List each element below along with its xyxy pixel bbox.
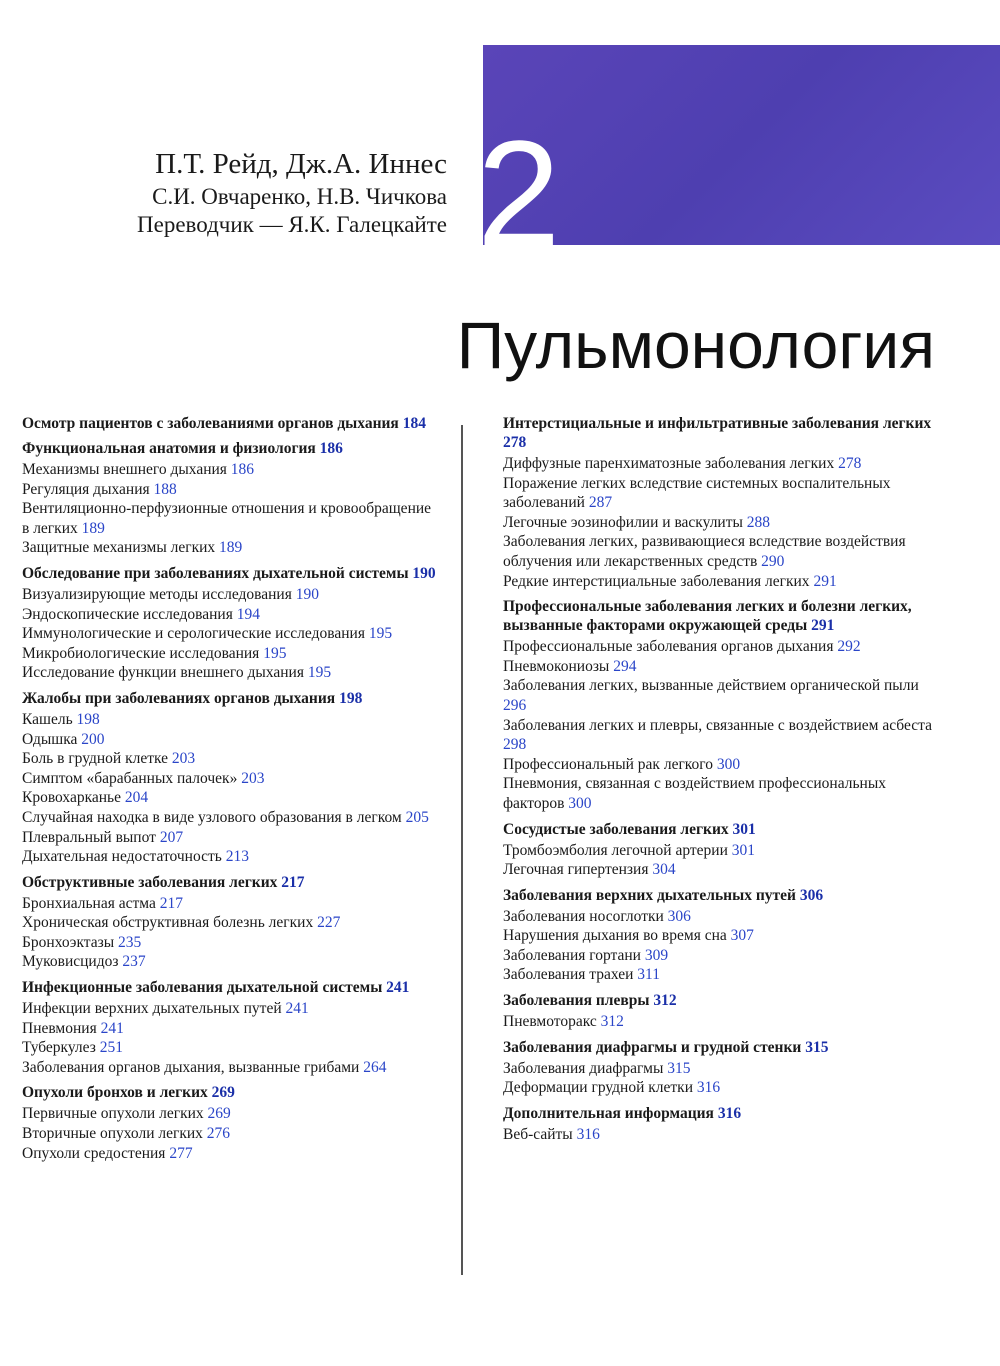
toc-item-page: 292 xyxy=(837,638,861,656)
toc-item[interactable] xyxy=(22,538,442,558)
toc-item[interactable] xyxy=(503,907,933,927)
toc-item[interactable] xyxy=(22,499,442,538)
toc-section xyxy=(22,873,442,972)
toc-item-page: 291 xyxy=(813,572,837,590)
toc-section-page: 315 xyxy=(805,1038,829,1056)
toc-section-title-text: Осмотр пациентов с заболеваниями органов дыхания xyxy=(22,415,399,432)
toc-item-text: Исследование функции внешнего дыхания xyxy=(22,664,304,682)
chapter-color-block xyxy=(483,45,1000,245)
toc-section xyxy=(503,597,933,813)
toc-item[interactable] xyxy=(22,1058,442,1078)
toc-item-page: 189 xyxy=(81,519,105,537)
toc-section xyxy=(22,564,442,683)
toc-item[interactable] xyxy=(503,755,933,775)
toc-item[interactable] xyxy=(22,480,442,500)
toc-item-text: Бронхоэктазы xyxy=(22,933,115,951)
toc-item-text: Заболевания гортани xyxy=(503,946,641,964)
translator: Переводчик — Я.К. Галецкайте xyxy=(137,212,447,237)
toc-item-text: Одышка xyxy=(22,730,78,748)
toc-section xyxy=(22,439,442,558)
toc-section-title[interactable] xyxy=(503,1038,933,1057)
toc-section-title-text: Заболевания диафрагмы и грудной стенки xyxy=(503,1038,802,1056)
toc-item[interactable] xyxy=(503,926,933,946)
toc-section-title[interactable] xyxy=(22,564,442,583)
toc-item-text: Механизмы внешнего дыхания xyxy=(22,461,227,478)
toc-item-text: Пневмоторакс xyxy=(503,1013,597,1031)
chapter-number: 2 xyxy=(477,109,561,277)
toc-item[interactable] xyxy=(22,1019,442,1039)
toc-item-page: 241 xyxy=(100,1019,124,1037)
toc-item-text: Профессиональный рак легкого xyxy=(503,755,714,773)
toc-item[interactable] xyxy=(22,913,442,933)
toc-item[interactable] xyxy=(22,730,442,750)
toc-section-title-text: Заболевания верхних дыхательных путей xyxy=(503,886,796,904)
toc-item[interactable] xyxy=(22,749,442,769)
toc-item-text: Бронхиальная астма xyxy=(22,894,156,912)
toc-item-text: Дыхательная недостаточность xyxy=(22,848,222,866)
toc-item-text: Плевральный выпот xyxy=(22,828,156,846)
toc-item-text: Защитные механизмы легких xyxy=(22,539,216,557)
toc-item-page: 277 xyxy=(169,1144,193,1162)
toc-item[interactable] xyxy=(503,454,933,474)
toc-item-text: Случайная находка в виде узлового образования в легком xyxy=(22,808,402,826)
toc-section xyxy=(22,414,442,433)
toc-item-page: 311 xyxy=(637,966,660,984)
toc-item-page: 300 xyxy=(568,794,592,812)
toc-item[interactable] xyxy=(22,999,442,1019)
toc-section-page: 301 xyxy=(732,820,756,838)
toc-section-title[interactable] xyxy=(503,1104,933,1123)
toc-item[interactable] xyxy=(503,513,933,533)
authors-block xyxy=(137,145,447,239)
toc-section xyxy=(22,689,442,867)
toc-item[interactable] xyxy=(22,605,442,625)
toc-item-text: Заболевания носоглотки xyxy=(503,907,664,925)
toc-item-page: 316 xyxy=(576,1125,600,1143)
toc-item[interactable] xyxy=(22,585,442,605)
toc-item[interactable] xyxy=(503,716,933,755)
toc-item-page: 264 xyxy=(363,1058,387,1076)
authors-main: П.Т. Рейд, Дж.А. Иннес xyxy=(155,148,447,180)
toc-item[interactable] xyxy=(22,663,442,683)
toc-item-text: Первичные опухоли легких xyxy=(22,1105,204,1123)
toc-item-page: 316 xyxy=(696,1079,721,1097)
toc-section-title[interactable] xyxy=(22,439,442,458)
toc-item[interactable] xyxy=(22,1104,442,1124)
toc-section-title-text: Обструктивные заболевания легких xyxy=(22,873,278,891)
toc-item-text: Хроническая обструктивная болезнь легких xyxy=(22,914,314,932)
toc-item-page: 188 xyxy=(153,480,177,498)
toc-section xyxy=(503,820,933,880)
toc-section-page: 306 xyxy=(799,886,824,904)
toc-item-page: 207 xyxy=(159,828,184,846)
toc-item[interactable] xyxy=(22,952,442,972)
toc-item-text: Деформации грудной клетки xyxy=(503,1079,694,1097)
toc-item-text: Редкие интерстициальные заболевания легких xyxy=(503,572,810,590)
toc-item[interactable] xyxy=(503,676,933,715)
toc-item-page: 195 xyxy=(263,644,287,662)
toc-item-text: Пневмокониозы xyxy=(503,657,610,675)
toc-item[interactable] xyxy=(503,1012,933,1032)
toc-item-text: Кашель xyxy=(22,710,73,728)
toc-item[interactable] xyxy=(22,788,442,808)
toc-item-page: 227 xyxy=(317,914,341,932)
toc-item-page: 301 xyxy=(731,841,755,859)
authors-russian-edition: С.И. Овчаренко, Н.В. Чичкова xyxy=(152,184,447,209)
toc-item-page: 315 xyxy=(667,1059,691,1077)
toc-item-page: 307 xyxy=(730,927,754,945)
toc-item[interactable] xyxy=(503,1078,933,1098)
toc-item-page: 287 xyxy=(588,494,613,512)
toc-section-title[interactable] xyxy=(503,991,933,1010)
toc-section xyxy=(22,978,442,1077)
toc-section-title-text: Сосудистые заболевания легких xyxy=(503,820,729,838)
toc-item-text: Заболевания легких и плевры, связанные с воздействием асбеста xyxy=(503,716,932,734)
toc-item-page: 237 xyxy=(122,953,146,971)
toc-item-page: 213 xyxy=(225,848,249,866)
toc-item[interactable] xyxy=(22,894,442,914)
toc-item[interactable] xyxy=(503,774,933,813)
toc-section-title[interactable] xyxy=(22,1083,442,1102)
toc-item-text: Заболевания легких, вызванные действием органической пыли xyxy=(503,677,919,695)
toc-item-text: Вторичные опухоли легких xyxy=(22,1125,203,1143)
toc-item[interactable] xyxy=(503,860,933,880)
toc-item-page: 205 xyxy=(405,808,429,826)
toc-item-text: Легочные эозинофилии и васкулиты xyxy=(503,513,743,531)
toc-section-title[interactable] xyxy=(22,978,442,997)
toc-item-page: 276 xyxy=(206,1125,231,1143)
toc-item-page: 186 xyxy=(230,461,255,478)
toc-item-text: Вентиляционно-перфузионные отношения и кровообращение в легких xyxy=(22,500,432,537)
toc-section-page: 278 xyxy=(503,434,527,451)
toc-section-page: 241 xyxy=(386,979,410,997)
toc-section-page: 316 xyxy=(717,1104,742,1122)
toc-item-text: Кровохарканье xyxy=(22,789,122,807)
toc-item-page: 235 xyxy=(118,933,142,951)
toc-item[interactable] xyxy=(503,637,933,657)
toc-section-title[interactable] xyxy=(503,414,933,452)
toc-section xyxy=(503,414,933,591)
toc-item-page: 241 xyxy=(285,1000,309,1018)
toc-item-page: 296 xyxy=(503,696,527,714)
toc-item-page: 294 xyxy=(613,657,637,675)
toc-item-page: 203 xyxy=(241,769,265,787)
toc-item-page: 306 xyxy=(667,907,691,925)
toc-item[interactable] xyxy=(503,1059,933,1079)
toc-item[interactable] xyxy=(22,624,442,644)
toc-section xyxy=(22,1083,442,1163)
toc-section xyxy=(503,1038,933,1098)
toc-left-column xyxy=(22,414,442,1169)
toc-item-text: Нарушения дыхания во время сна xyxy=(503,927,727,945)
toc-item[interactable] xyxy=(22,1124,442,1144)
toc-item-page: 312 xyxy=(600,1013,624,1031)
toc-right-column xyxy=(503,414,933,1150)
toc-item-text: Профессиональные заболевания органов дыхания xyxy=(503,638,834,656)
toc-item-text: Регуляция дыхания xyxy=(22,480,150,498)
toc-section-title[interactable] xyxy=(22,873,442,892)
toc-item-page: 304 xyxy=(652,861,676,879)
toc-item-page: 217 xyxy=(159,894,183,912)
toc-item-text: Легочная гипертензия xyxy=(503,861,649,879)
toc-item[interactable] xyxy=(503,532,933,571)
toc-item-page: 278 xyxy=(838,455,862,472)
toc-item-page: 298 xyxy=(503,736,527,754)
toc-item-text: Веб-сайты xyxy=(503,1125,573,1143)
toc-item-text: Симптом «барабанных палочек» xyxy=(22,769,238,787)
toc-item-page: 300 xyxy=(716,755,741,773)
toc-item[interactable] xyxy=(22,828,442,848)
toc-item[interactable] xyxy=(22,933,442,953)
toc-section-title-text: Заболевания плевры xyxy=(503,992,650,1010)
toc-item[interactable] xyxy=(503,946,933,966)
toc-section-page: 190 xyxy=(412,564,436,582)
toc-item[interactable] xyxy=(503,841,933,861)
toc-item-page: 200 xyxy=(81,730,105,748)
toc-section xyxy=(503,991,933,1032)
chapter-title: Пульмонология xyxy=(456,308,935,382)
toc-item-text: Диффузные паренхиматозные заболевания легких xyxy=(503,455,835,472)
toc-section-title-text: Опухоли бронхов и легких xyxy=(22,1084,208,1102)
toc-item[interactable] xyxy=(503,1125,933,1145)
toc-item[interactable] xyxy=(503,657,933,677)
toc-item-text: Инфекции верхних дыхательных путей xyxy=(22,1000,282,1018)
toc-section xyxy=(503,1104,933,1145)
toc-item[interactable] xyxy=(22,460,442,480)
toc-item-text: Заболевания диафрагмы xyxy=(503,1059,664,1077)
toc-item[interactable] xyxy=(22,710,442,730)
toc-item[interactable] xyxy=(22,1144,442,1164)
toc-item-text: Визуализирующие методы исследования xyxy=(22,585,292,603)
toc-item-page: 203 xyxy=(171,750,196,768)
column-divider xyxy=(461,425,463,1275)
toc-item-text: Эндоскопические исследования xyxy=(22,605,233,623)
toc-item[interactable] xyxy=(22,644,442,664)
toc-section-title-text: Дополнительная информация xyxy=(503,1104,714,1122)
toc-item-text: Заболевания органов дыхания, вызванные грибами xyxy=(22,1058,360,1076)
toc-section-title-text: Инфекционные заболевания дыхательной системы xyxy=(22,979,383,997)
toc-section-title-text: Профессиональные заболевания легких и болезни легких, вызванные факторами окружающей среды xyxy=(503,598,912,635)
toc-item[interactable] xyxy=(503,474,933,513)
toc-item-text: Иммунологические и серологические исследования xyxy=(22,625,365,643)
toc-item-text: Микробиологические исследования xyxy=(22,644,260,662)
toc-item-text: Заболевания легких, развивающиеся вследствие воздействия облучения или лекарственных средств xyxy=(503,533,906,570)
toc-item-text: Опухоли средостения xyxy=(22,1144,166,1162)
toc-item-text: Муковисцидоз xyxy=(22,953,119,971)
toc-section-page: 312 xyxy=(653,992,677,1010)
toc-section-title[interactable] xyxy=(503,820,933,839)
toc-item-page: 290 xyxy=(761,552,785,570)
toc-section-page: 198 xyxy=(339,689,363,707)
toc-item-page: 195 xyxy=(307,664,332,682)
toc-item-page: 288 xyxy=(746,513,771,531)
toc-item-text: Боль в грудной клетке xyxy=(22,750,169,768)
toc-section xyxy=(503,886,933,985)
toc-item-text: Пневмония xyxy=(22,1019,97,1037)
toc-item[interactable] xyxy=(503,572,933,592)
toc-item-page: 195 xyxy=(368,625,393,643)
toc-item-page: 251 xyxy=(99,1039,123,1057)
toc-section-page: 186 xyxy=(319,440,343,457)
toc-section-title-text: Функциональная анатомия и физиология xyxy=(22,440,316,457)
toc-item[interactable] xyxy=(22,769,442,789)
toc-item-text: Поражение легких вследствие системных воспалительных заболеваний xyxy=(503,474,891,512)
toc-section-title[interactable] xyxy=(22,689,442,708)
toc-item[interactable] xyxy=(22,808,442,828)
toc-item-page: 198 xyxy=(76,710,100,728)
toc-item-text: Туберкулез xyxy=(22,1039,96,1057)
toc-item-page: 269 xyxy=(207,1105,231,1123)
toc-item[interactable] xyxy=(22,847,442,867)
toc-item-page: 189 xyxy=(219,539,243,557)
toc-item[interactable] xyxy=(503,965,933,985)
toc-item[interactable] xyxy=(22,1038,442,1058)
toc-item-page: 309 xyxy=(644,946,669,964)
toc-section-title[interactable] xyxy=(503,597,933,635)
toc-section-page: 217 xyxy=(281,873,305,891)
toc-item-page: 204 xyxy=(124,789,149,807)
toc-section-page: 269 xyxy=(211,1084,235,1102)
toc-item-page: 190 xyxy=(295,585,319,603)
toc-item-page: 194 xyxy=(236,605,260,623)
toc-item-text: Заболевания трахеи xyxy=(503,966,634,984)
toc-section-title[interactable] xyxy=(503,886,933,905)
toc-section-page: 184 xyxy=(402,415,426,432)
toc-section-page: 291 xyxy=(811,617,835,635)
toc-section-title-text: Интерстициальные и инфильтративные заболевания легких xyxy=(503,415,932,432)
toc-section-title-text: Жалобы при заболеваниях органов дыхания xyxy=(22,689,336,707)
toc-item-text: Тромбоэмболия легочной артерии xyxy=(503,841,728,859)
toc-section-title[interactable] xyxy=(22,414,442,433)
toc-item-text: Пневмония, связанная с воздействием профессиональных факторов xyxy=(503,775,886,812)
toc-section-title-text: Обследование при заболеваниях дыхательной системы xyxy=(22,564,409,582)
